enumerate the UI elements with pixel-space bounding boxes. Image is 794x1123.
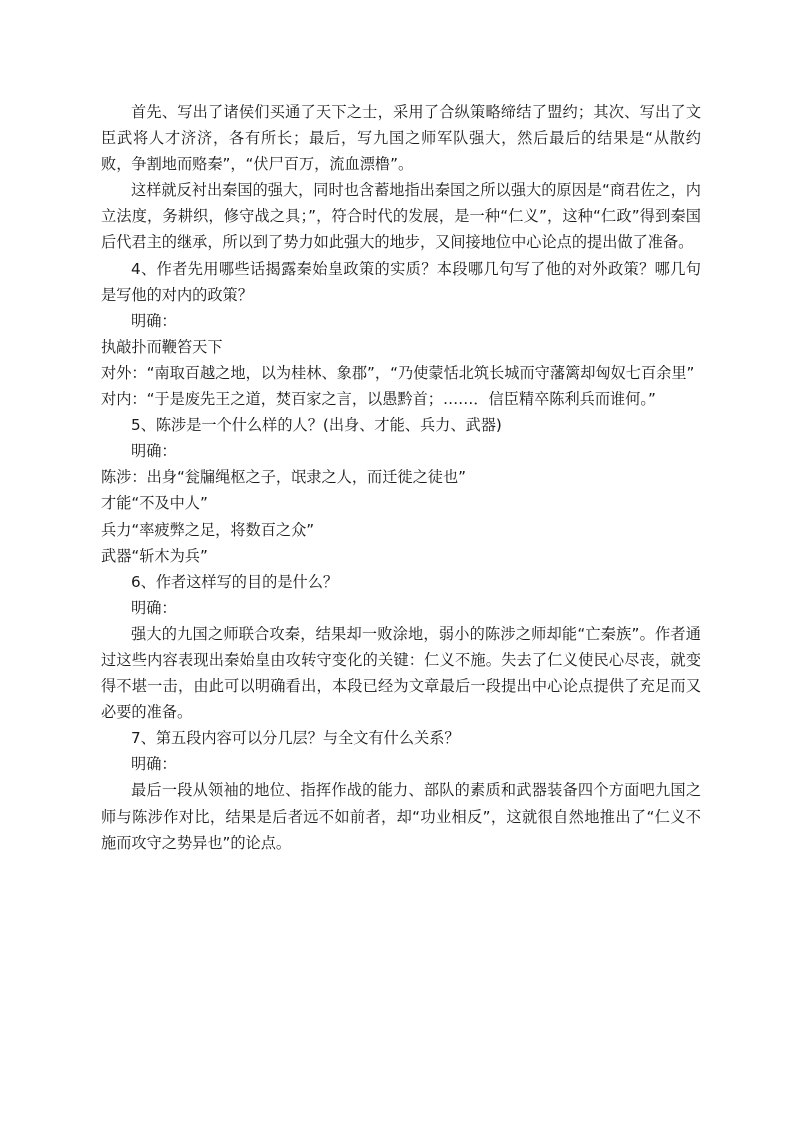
answer-label-5: 明确： bbox=[131, 442, 177, 461]
answer-5-troops: 兵力“率疲弊之足，将数百之众” bbox=[101, 520, 315, 539]
question-6: 6、作者这样写的目的是什么？ bbox=[131, 572, 339, 591]
answer-4-line-1: 执敲扑而鞭笞天下 bbox=[101, 337, 223, 356]
question-5: 5、陈涉是一个什么样的人？(出身、才能、兵力、武器) bbox=[131, 416, 502, 435]
paragraph-summary-allies: 首先、写出了诸侯们买通了天下之士，采用了合纵策略缔结了盟约；其次、写出了文臣武将人才济济，各有所长；最后，写九国之师军队强大，然后最后的结果是“从散约败，争割地而赂秦”，“伏尸百万，流血漂橹”。 bbox=[101, 103, 701, 174]
question-4: 4、作者先用哪些话揭露秦始皇政策的实质？本段哪几句写了他的对外政策？哪几句是写他的对内的政策？ bbox=[101, 259, 701, 304]
answer-6-text: 强大的九国之师联合攻秦，结果却一败涂地，弱小的陈涉之师却能“亡秦族”。作者通过这些内容表现出秦始皇由攻转守变化的关键：仁义不施。失去了仁义使民心尽丧，就变得不堪一击，由此可以明确看出，本段已经为文章最后一段提出中心论点提供了充足而又必要的准备。 bbox=[101, 624, 701, 722]
answer-5-origin: 陈涉：出身“瓮牖绳枢之子，氓隶之人，而迁徙之徒也” bbox=[101, 468, 467, 487]
answer-4-foreign-policy: 对外：“南取百越之地，以为桂林、象郡”，“乃使蒙恬北筑长城而守藩篱却匈奴七百余里” bbox=[101, 363, 695, 382]
answer-label-4: 明确： bbox=[131, 311, 177, 330]
answer-label-7: 明确： bbox=[131, 755, 177, 774]
answer-4-domestic-policy: 对内：“于是废先王之道，焚百家之言，以愚黔首；……．信臣精卒陈利兵而谁何。” bbox=[101, 390, 656, 409]
document-body bbox=[101, 99, 701, 856]
answer-5-weapons: 武器“斩木为兵” bbox=[101, 546, 208, 565]
question-7: 7、第五段内容可以分几层？与全文有什么关系？ bbox=[131, 729, 460, 748]
answer-5-ability: 才能“不及中人” bbox=[101, 494, 208, 513]
answer-label-6: 明确： bbox=[131, 598, 177, 617]
paragraph-qin-strength: 这样就反衬出秦国的强大，同时也含蓄地指出秦国之所以强大的原因是“商君佐之，内立法度，务耕织，修守战之具；”，符合时代的发展，是一种“仁义”，这种“仁政”得到秦国后代君主的继承，所以到了势力如此强大的地步，又间接地位中心论点的提出做了准备。 bbox=[101, 181, 701, 252]
answer-7-text: 最后一段从领袖的地位、指挥作战的能力、部队的素质和武器装备四个方面吧九国之师与陈涉作对比，结果是后者远不如前者，却“功业相反”，这就很自然地推出了“仁义不施而攻守之势异也”的论点。 bbox=[101, 781, 701, 852]
